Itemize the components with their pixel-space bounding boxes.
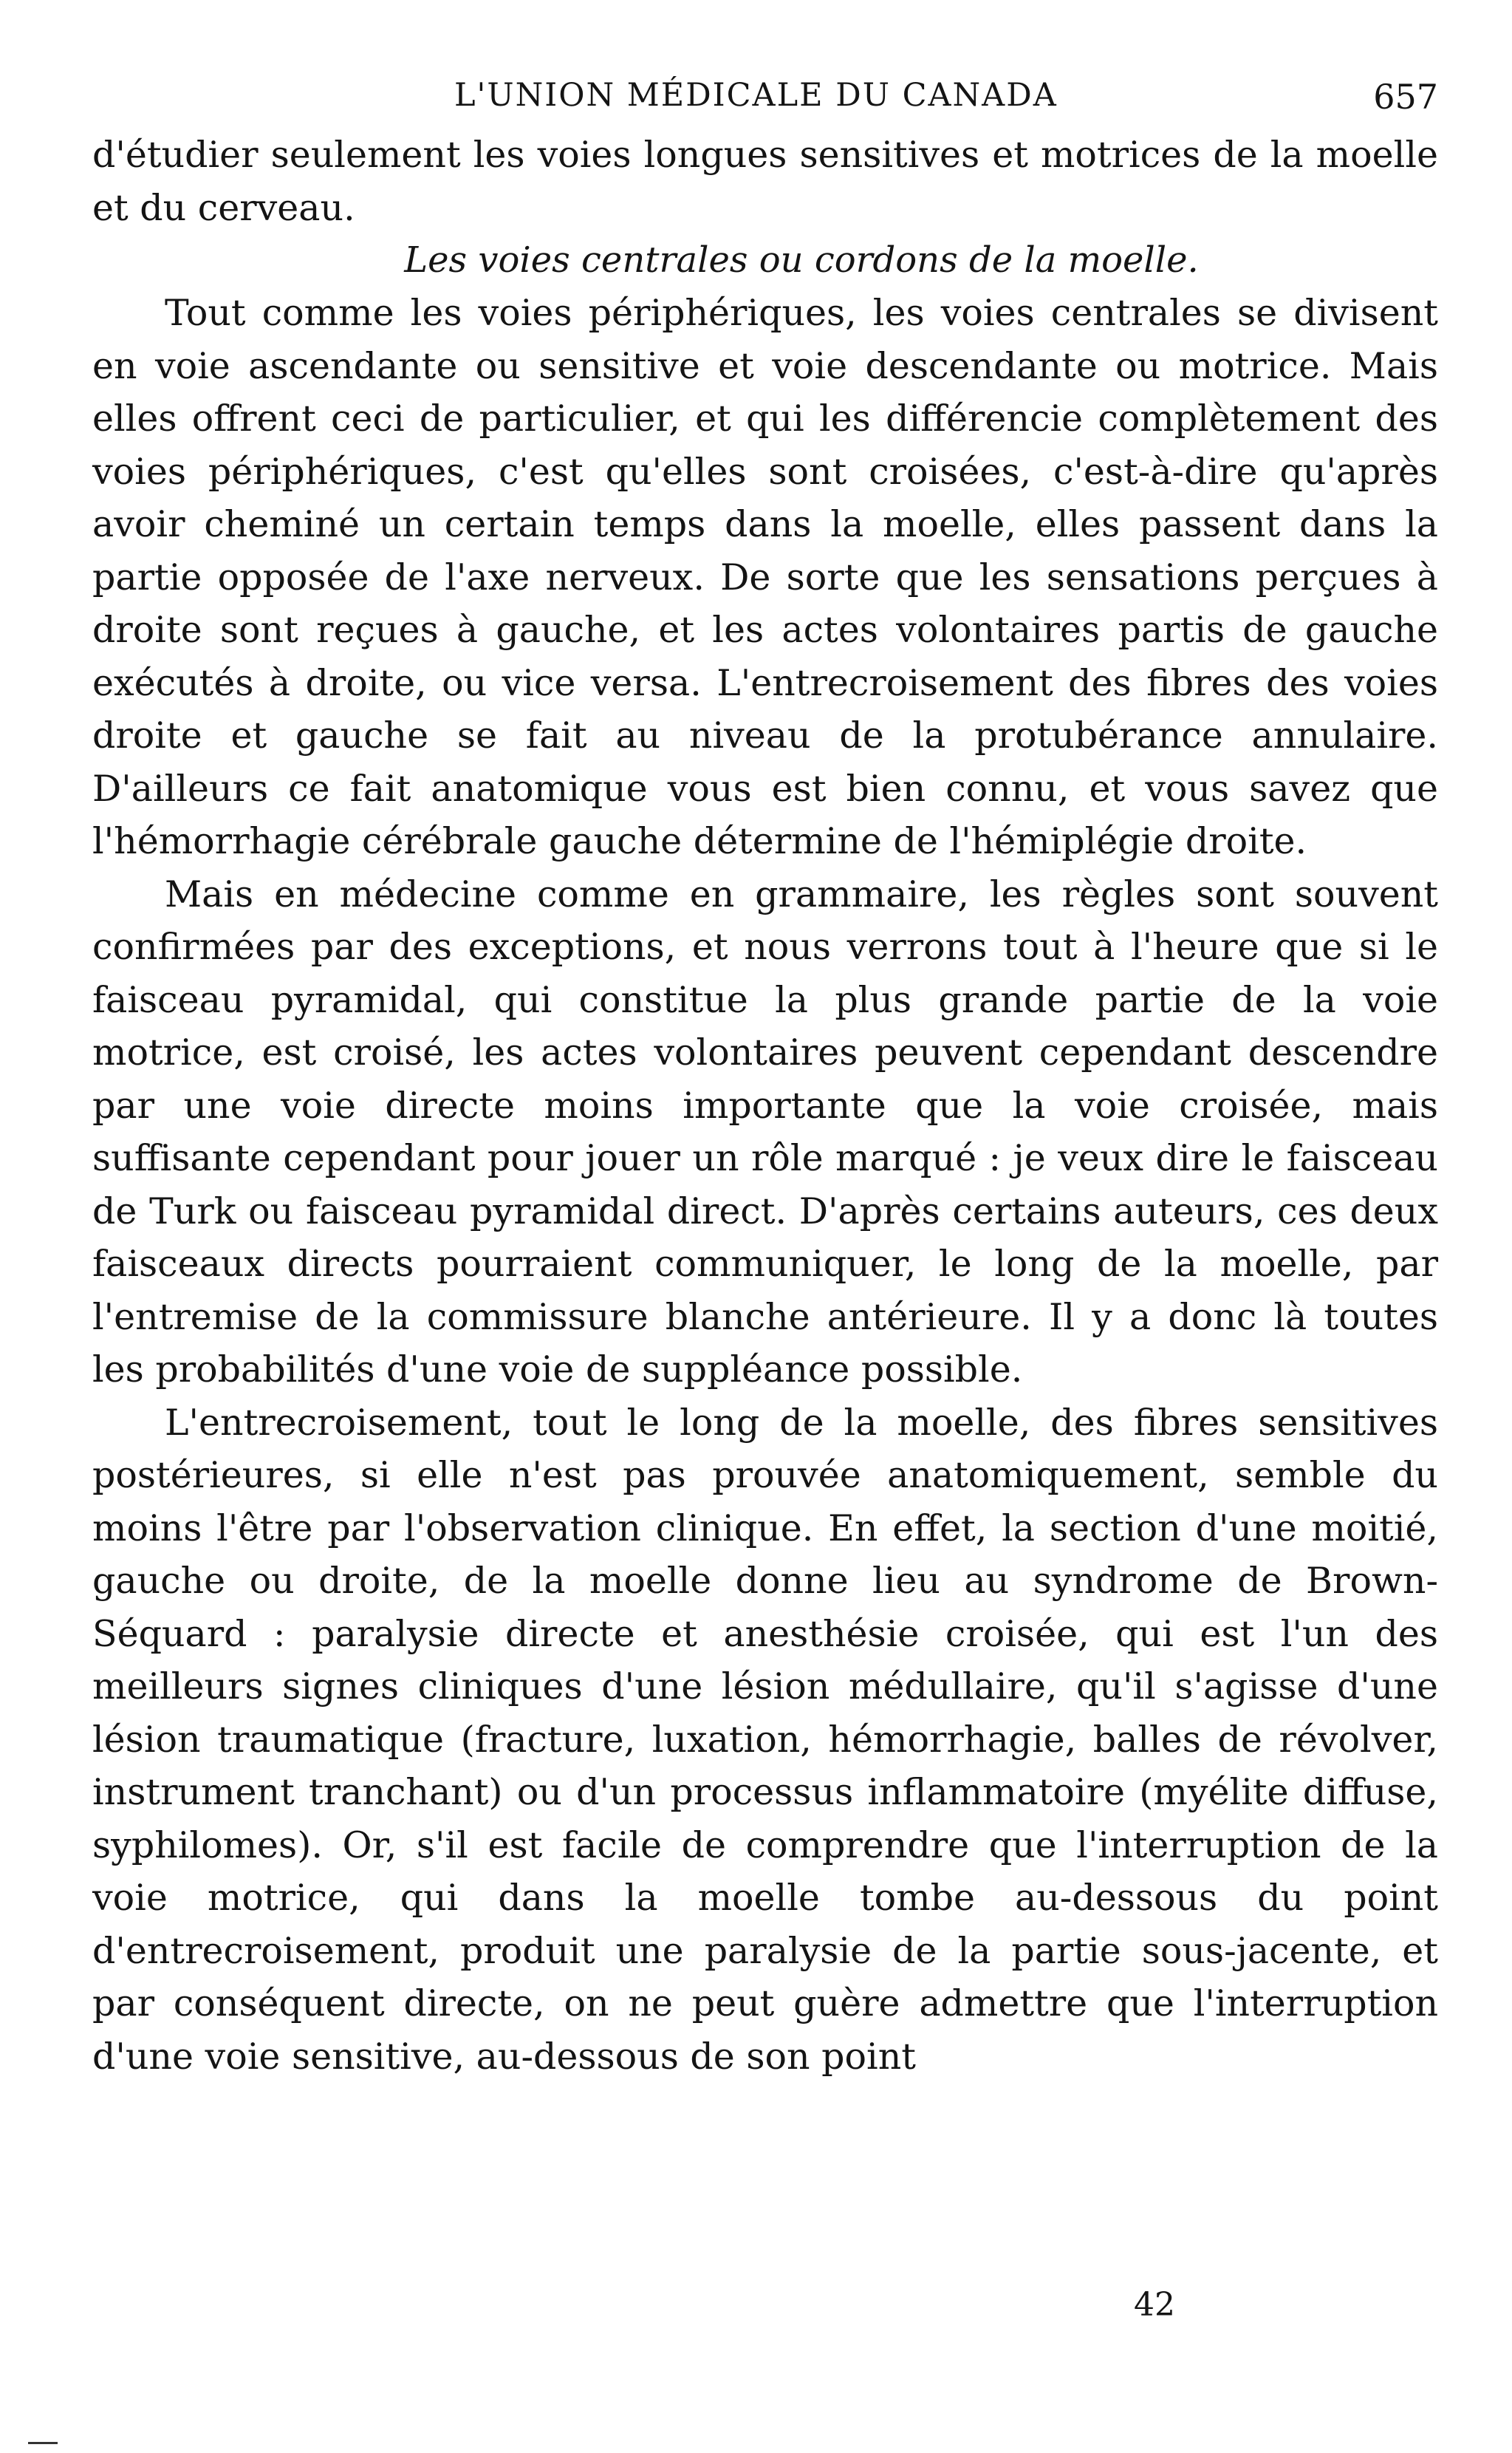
page-header [92, 65, 1438, 129]
paragraph-sensory-crossing: L'entrecroisement, tout le long de la moelle, des fibres sensitives postérieures, si elle n'est pas prouvée anatomiquement, semble du moins l'être par l'observation clinique. En effet, la section d'une moitié, gauche ou droite, de la moelle donne lieu au syndrome de Brown-Séquard : paralysie directe et anesthésie croisée, qui est l'un des meilleurs signes cliniques d'une lésion médullaire, qu'il s'agisse d'une lésion traumatique (fracture, luxation, hémorrhagie, balles de révolver, instrument tranchant) ou d'un processus inflammatoire (myélite diffuse, syphilomes). Or, s'il est facile de comprendre que l'interruption de la voie motrice, qui dans la moelle tombe au-dessous du point d'entrecroisement, produit une paralysie de la partie sous-jacente, et par conséquent directe, on ne peut guère admettre que l'interruption d'une voie sensitive, au-dessous de son point [92, 1401, 1438, 2078]
section-title: Les voies centrales ou cordons de la moelle. [404, 239, 1199, 281]
document-page [92, 65, 1438, 2415]
page-number: 657 [1373, 77, 1438, 117]
signature-mark: 42 [1134, 2286, 1175, 2324]
paragraph-central-pathways: Tout comme les voies périphériques, les voies centrales se divisent en voie ascendante ou sensitive et voie descendante ou motrice. Mais elles offrent ceci de particulier, et qui les différencie complètement des voies périphériques, c'est qu'elles sont croisées, c'est-à-dire qu'après avoir cheminé un certain temps dans la moelle, elles passent dans la partie opposée de l'axe nerveux. De sorte que les sensations perçues à droite sont reçues à gauche, et les actes volontaires partis de gauche exécutés à droite, ou vice versa. L'entrecroisement des fibres des voies droite et gauche se fait au niveau de la protubérance annulaire. D'ailleurs ce fait anatomique vous est bien connu, et vous savez que l'hémorrhagie cérébrale gauche détermine de l'hémiplégie droite. [92, 292, 1438, 862]
paragraph-continuation: d'étudier seulement les voies longues sensitives et motrices de la moelle et du cerveau. [92, 134, 1438, 229]
body-text [92, 129, 1438, 2083]
paragraph-exceptions: Mais en médecine comme en grammaire, les règles sont souvent confirmées par des exceptions, et nous verrons tout à l'heure que si le faisceau pyramidal, qui constitue la plus grande partie de la voie motrice, est croisé, les actes volontaires peuvent cependant descendre par une voie directe moins importante que la voie croisée, mais suffisante cependant pour jouer un rôle marqué : je veux dire le faisceau de Turk ou faisceau pyramidal direct. D'après certains auteurs, ces deux faisceaux directs pourraient communiquer, le long de la moelle, par l'entremise de la commissure blanche antérieure. Il y a donc là toutes les probabilités d'une voie de suppléance possible. [92, 873, 1438, 1391]
bottom-rule [28, 2442, 58, 2444]
running-title: L'UNION MÉDICALE DU CANADA [454, 77, 1058, 114]
